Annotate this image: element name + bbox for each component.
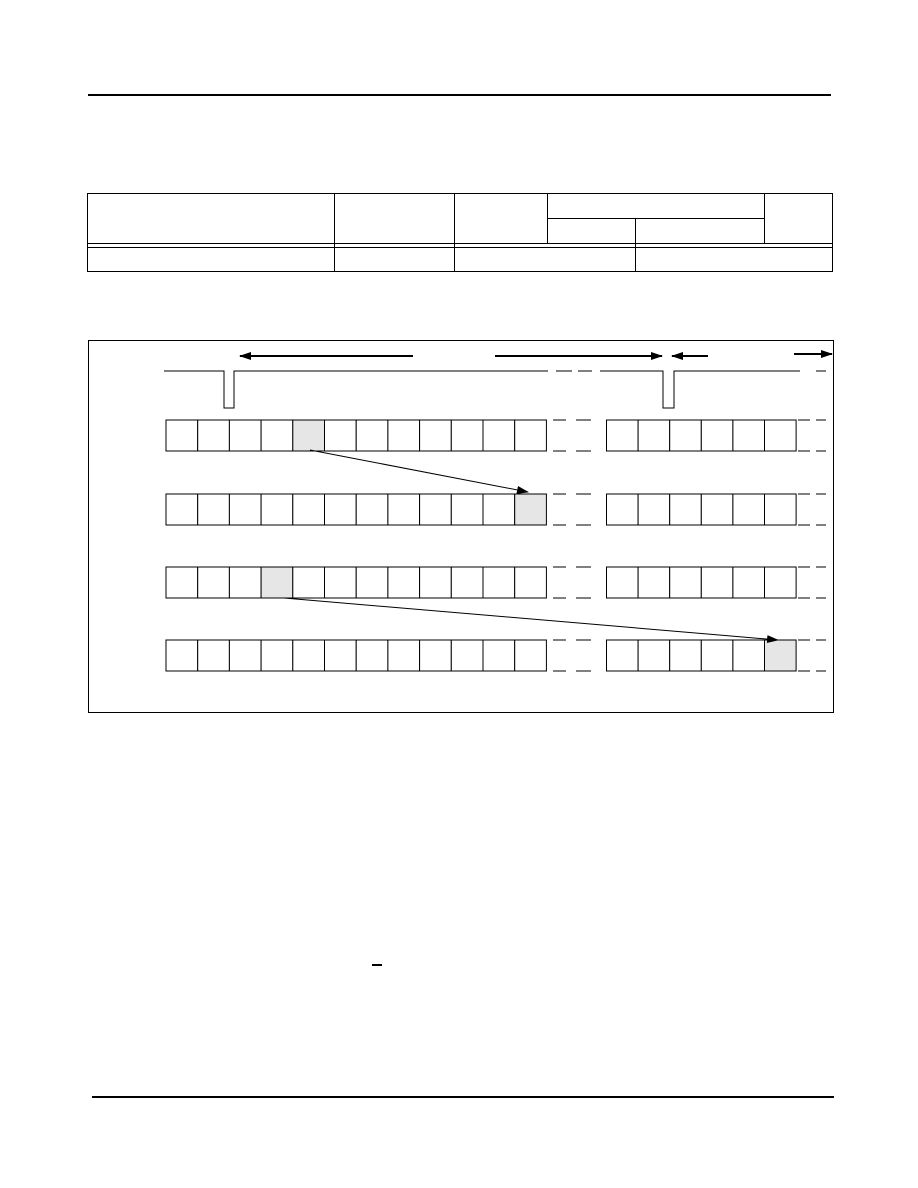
frame-row-3-slot-9 [420, 567, 452, 598]
frame-row-4-slot-7 [356, 640, 388, 671]
frame-row-2-slot-7 [356, 494, 388, 525]
frame-row-4-late-slot-4 [701, 640, 733, 671]
frame-row-3-slot-5 [293, 567, 325, 598]
frame-row-2-slot-11 [483, 494, 515, 525]
frame-row-1-slot-12 [515, 420, 547, 451]
frame-row-4-slot-10 [451, 640, 483, 671]
frame-row-3-late-slot-6 [765, 567, 797, 598]
timing-diagram [88, 340, 834, 714]
frame-row-3-slot-4 [261, 567, 293, 598]
frame-row-2-late-slot-1 [607, 494, 639, 525]
frame-row-2-slot-2 [198, 494, 230, 525]
frame-row-3-late-slot-2 [638, 567, 670, 598]
transfer-arrow-2 [284, 598, 778, 640]
frame-row-2-late-slot-4 [701, 494, 733, 525]
frame-row-3-late-slot-4 [701, 567, 733, 598]
frame-row-4-late-slot-2 [638, 640, 670, 671]
sync-waveform-right [600, 371, 800, 408]
frame-row-1 [166, 420, 826, 451]
frame-row-4-slot-8 [388, 640, 420, 671]
frame-row-3-slot-11 [483, 567, 515, 598]
frame-row-4-slot-6 [325, 640, 357, 671]
table-border [88, 194, 833, 272]
frame-row-4-late-slot-3 [670, 640, 702, 671]
frame-row-1-slot-10 [451, 420, 483, 451]
frame-row-2-late-slot-6 [765, 494, 797, 525]
spec-table [87, 193, 833, 272]
frame-row-4-late-slot-6 [765, 640, 797, 671]
frame-row-4-slot-11 [483, 640, 515, 671]
frame-row-1-late-slot-3 [670, 420, 702, 451]
frame-row-2-slot-8 [388, 494, 420, 525]
frame-row-3-slot-7 [356, 567, 388, 598]
frame-row-2-slot-4 [261, 494, 293, 525]
frame-row-3 [166, 567, 826, 598]
frame-row-3-slot-8 [388, 567, 420, 598]
header-rule [88, 94, 831, 96]
frame-row-4-slot-4 [261, 640, 293, 671]
frame-row-1-slot-11 [483, 420, 515, 451]
frame-row-1-slot-6 [325, 420, 357, 451]
frame-row-1-slot-4 [261, 420, 293, 451]
frame-row-2-late-slot-2 [638, 494, 670, 525]
frame-row-3-slot-1 [166, 567, 198, 598]
frame-row-4-late-slot-1 [607, 640, 639, 671]
frame-row-2-slot-3 [229, 494, 261, 525]
frame-row-2-slot-10 [451, 494, 483, 525]
frame-row-3-late-slot-3 [670, 567, 702, 598]
frame-row-3-slot-12 [515, 567, 547, 598]
frame-row-4-slot-9 [420, 640, 452, 671]
frame-row-3-late-slot-1 [607, 567, 639, 598]
frame-row-4-slot-2 [198, 640, 230, 671]
frame-row-3-late-slot-5 [733, 567, 765, 598]
frame-row-1-slot-1 [166, 420, 198, 451]
frame-row-1-late-slot-6 [765, 420, 797, 451]
frame-row-4-late-slot-5 [733, 640, 765, 671]
frame-row-3-slot-3 [229, 567, 261, 598]
frame-row-4-slot-1 [166, 640, 198, 671]
frame-row-2-slot-6 [325, 494, 357, 525]
sync-waveform-left [164, 371, 548, 408]
frame-row-2-slot-9 [420, 494, 452, 525]
frame-row-2-slot-5 [293, 494, 325, 525]
frame-row-4 [166, 640, 826, 671]
frame-row-1-slot-8 [388, 420, 420, 451]
frame-row-3-slot-6 [325, 567, 357, 598]
frame-row-1-late-slot-4 [701, 420, 733, 451]
footer-rule [92, 1096, 834, 1098]
frame-row-1-slot-7 [356, 420, 388, 451]
frame-row-3-slot-10 [451, 567, 483, 598]
overbar-mark [372, 964, 382, 966]
frame-row-4-slot-3 [229, 640, 261, 671]
frame-row-4-slot-12 [515, 640, 547, 671]
frame-row-2-slot-1 [166, 494, 198, 525]
frame-row-2 [166, 494, 826, 525]
frame-row-2-late-slot-3 [670, 494, 702, 525]
frame-row-1-late-slot-5 [733, 420, 765, 451]
frame-row-3-slot-2 [198, 567, 230, 598]
frame-row-2-late-slot-5 [733, 494, 765, 525]
frame-row-2-slot-12 [515, 494, 547, 525]
frame-row-1-late-slot-1 [607, 420, 639, 451]
frame-row-4-slot-5 [293, 640, 325, 671]
transfer-arrow-1 [310, 450, 528, 492]
frame-row-1-slot-5 [293, 420, 325, 451]
frame-row-1-slot-9 [420, 420, 452, 451]
frame-row-1-slot-2 [198, 420, 230, 451]
frame-row-1-late-slot-2 [638, 420, 670, 451]
frame-row-1-slot-3 [229, 420, 261, 451]
